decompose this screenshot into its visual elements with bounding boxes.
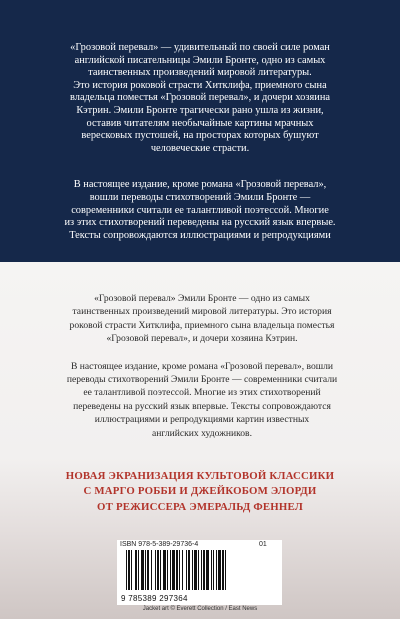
text-line: современники считали ее талантливой поэтессой. Многие [71, 204, 329, 216]
text-line: из этих стихотворений переведены на русский язык впервые. [64, 217, 336, 229]
bottom-blurb [44, 292, 360, 440]
top-blurb [30, 42, 370, 242]
promo-line: НОВАЯ ЭКРАНИЗАЦИЯ КУЛЬТОВОЙ КЛАССИКИ [65, 470, 335, 482]
text-line: вересковых пустошей, на просторах которых бушуют [81, 130, 319, 142]
top-paragraph-2 [30, 179, 370, 242]
jacket-art-credit: Jacket art © Everett Collection / East News [142, 606, 258, 612]
text-line: В настоящее издание, кроме романа «Грозовой перевал», [73, 179, 327, 191]
barcode-bars-icon [124, 550, 276, 594]
barcode-number-text: 9 785389 297364 [121, 594, 188, 603]
text-line: переводы стихотворений Эмили Бронте — современники считали [66, 374, 338, 386]
promo-line: С МАРГО РОББИ И ДЖЕЙКОБОМ ЭЛОРДИ [83, 485, 317, 498]
text-line: иллюстрациями и репродукциями картин известных [94, 414, 310, 426]
text-line: «Грозовой перевал» — удивительный по своей силе роман [70, 42, 330, 53]
text-line: таинственных произведений мировой литературы. Это история [72, 306, 332, 318]
text-line: владельца поместья «Грозовой перевал», и дочери хозяина [70, 92, 330, 104]
isbn-text: ISBN 978-5-389-29736-4 [120, 541, 199, 548]
text-line: переведены на русский язык впервые. Тексты сопровождаются [73, 400, 331, 412]
text-line: английских художников. [151, 427, 252, 439]
text-line: Это история роковой страсти Хитклифа, приемного сына [73, 79, 327, 91]
text-line: «Грозовой перевал» Эмили Бронте — одно из самых [94, 293, 310, 304]
bottom-paragraph-1 [44, 292, 360, 346]
text-line: роковой страсти Хитклифа, приемного сына владельца поместья [69, 319, 335, 331]
text-line: ее талантливой поэтессой. Многие из этих стихотворений [83, 387, 321, 399]
text-line: английской писательницы Эмили Бронте, одно из самых [74, 54, 326, 66]
isbn-addon: 01 [259, 541, 267, 548]
text-line: Тексты сопровождаются иллюстрациями и репродукциями [69, 229, 331, 241]
text-line: Кэтрин. Эмили Бронте трагически рано ушла из жизни, [76, 104, 324, 116]
text-line: «Грозовой перевал», и дочери хозяина Кэтрин. [106, 333, 298, 345]
text-line: таинственных произведений мировой литературы. [88, 67, 312, 79]
text-line: В настоящее издание, кроме романа «Грозовой перевал», вошли [70, 360, 334, 372]
text-line: вошли переводы стихотворений Эмили Бронте — [89, 191, 311, 203]
bottom-paragraph-2 [44, 360, 360, 440]
top-paragraph-1 [30, 42, 370, 155]
film-adaptation-promo [30, 469, 370, 515]
text-line: оставив читателям необычайные картины мрачных [86, 117, 314, 129]
promo-line: ОТ РЕЖИССЕРА ЭМЕРАЛЬД ФЕННЕЛ [97, 500, 303, 513]
text-line: человеческие страсти. [150, 142, 250, 154]
